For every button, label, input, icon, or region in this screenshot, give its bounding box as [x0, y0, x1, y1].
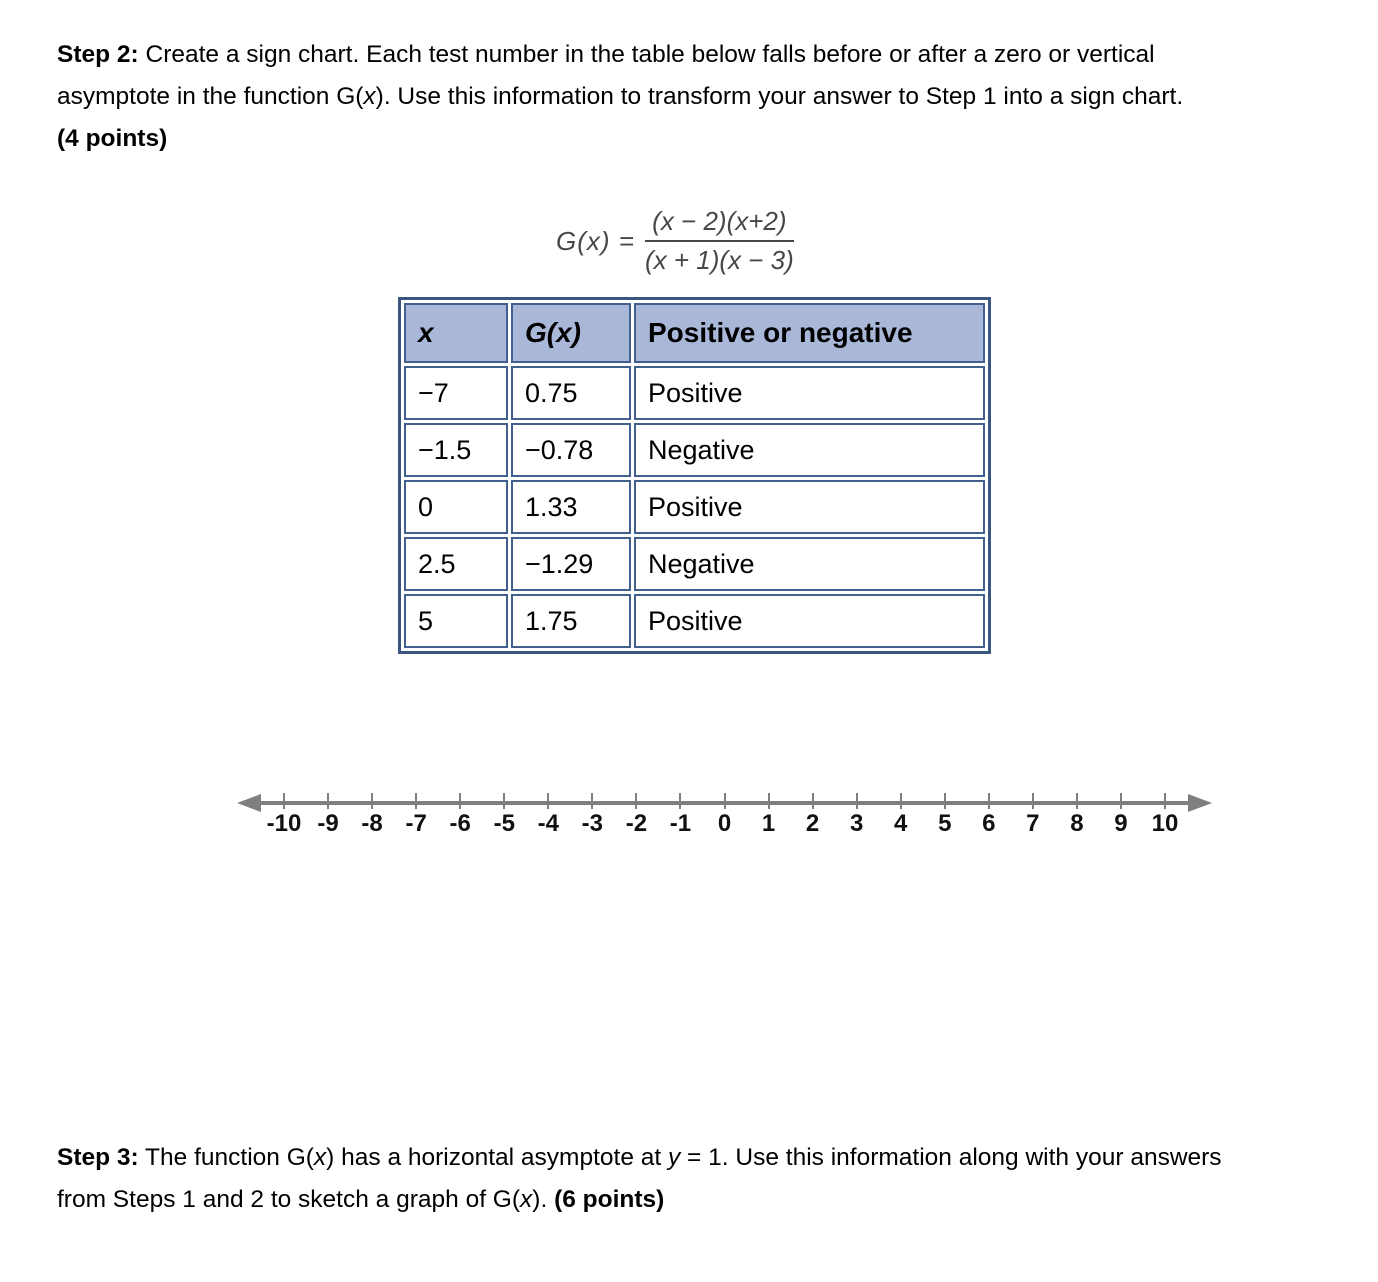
numberline-tick — [415, 793, 417, 809]
step3-text2a: from Steps 1 and 2 to sketch a graph of G( — [57, 1186, 521, 1213]
table-row — [404, 480, 985, 534]
numberline-label: -5 — [493, 810, 515, 837]
sign-table — [398, 297, 991, 654]
numberline-tick — [283, 793, 285, 809]
numberline-tick — [1120, 793, 1122, 809]
numberline-tick — [988, 793, 990, 809]
step2-paragraph — [57, 34, 1342, 160]
numberline-label: -4 — [537, 810, 559, 837]
formula-numerator: (x − 2)(x+2) — [645, 206, 794, 242]
numberline-tick — [591, 793, 593, 809]
numberline-label: -3 — [581, 810, 604, 837]
numberline-label: 4 — [894, 810, 908, 837]
step2-text2b: ). Use this information to transform your answer to Step 1 into a sign chart. — [375, 83, 1184, 110]
cell-sign: Positive — [634, 594, 985, 648]
numberline-tick — [503, 793, 505, 809]
numberline-label: 10 — [1151, 810, 1179, 837]
step2-label: Step 2: — [57, 41, 139, 68]
numberline-label: -1 — [669, 810, 692, 837]
numberline-label: -7 — [405, 810, 427, 837]
numberline-tick — [1164, 793, 1166, 809]
cell-x: 0 — [404, 480, 508, 534]
step3-text1a: The function G( — [138, 1144, 314, 1171]
numberline-tick — [547, 793, 549, 809]
step3-var-y: y — [668, 1144, 681, 1171]
cell-sign: Positive — [634, 366, 985, 420]
cell-sign: Positive — [634, 480, 985, 534]
numberline-label: 1 — [761, 810, 776, 837]
table-row — [404, 423, 985, 477]
header-x: x — [404, 303, 508, 363]
header-gx: G(x) — [511, 303, 631, 363]
step2-line2 — [57, 76, 1342, 118]
numberline-label: -10 — [266, 810, 302, 837]
cell-x: −1.5 — [404, 423, 508, 477]
numberline-label: -6 — [449, 810, 471, 837]
step3-text1b: ) has a horizontal asymptote at — [326, 1144, 668, 1171]
table-row — [404, 537, 985, 591]
step3-text2b: ). — [532, 1186, 555, 1213]
cell-x: −7 — [404, 366, 508, 420]
step3-points: (6 points) — [554, 1186, 665, 1213]
table-row — [404, 594, 985, 648]
numberline-tick — [459, 793, 461, 809]
step3-line2 — [57, 1179, 1342, 1221]
sign-table-head — [404, 303, 985, 363]
header-sign: Positive or negative — [634, 303, 985, 363]
numberline-tick — [327, 793, 329, 809]
numberline-label: -8 — [361, 810, 383, 837]
step3-var-x1: x — [313, 1144, 327, 1171]
step2-var-x: x — [363, 83, 376, 110]
cell-x: 2.5 — [404, 537, 508, 591]
numberline-tick — [635, 793, 637, 809]
table-header-row — [404, 303, 985, 363]
cell-gx: 1.75 — [511, 594, 631, 648]
sign-table-body — [404, 366, 985, 648]
table-row — [404, 366, 985, 420]
numberline-label: 6 — [982, 810, 996, 837]
step3-label: Step 3: — [57, 1144, 139, 1171]
cell-sign: Negative — [634, 537, 985, 591]
numberline-label: 9 — [1114, 810, 1128, 837]
numberline-label: 3 — [849, 810, 864, 837]
numberline-label: 5 — [938, 810, 952, 837]
step2-points: (4 points) — [57, 125, 168, 152]
number-line — [237, 788, 1212, 850]
step2-text2a: asymptote in the function G( — [57, 83, 364, 110]
step2-line1 — [57, 34, 1342, 76]
numberline-tick — [1032, 793, 1034, 809]
cell-x: 5 — [404, 594, 508, 648]
numberline-tick — [679, 793, 681, 809]
numberline-tick — [812, 793, 814, 809]
numberline-label: 0 — [717, 810, 732, 837]
numberline-tick — [1076, 793, 1078, 809]
numberline-tick — [856, 793, 858, 809]
formula-lhs: G(x) = — [556, 225, 635, 256]
step3-line1 — [57, 1137, 1342, 1179]
numberline-tick — [768, 793, 770, 809]
numberline-tick — [944, 793, 946, 809]
step3-paragraph — [57, 1137, 1342, 1221]
numberline-label: 2 — [805, 810, 820, 837]
numberline-label: -9 — [317, 810, 339, 837]
numberline-tick — [724, 793, 726, 809]
step2-text1: Create a sign chart. Each test number in the table below falls before or after a zero or vertical — [138, 41, 1155, 68]
numberline-label: -2 — [625, 810, 648, 837]
cell-gx: −0.78 — [511, 423, 631, 477]
numberline-label: 8 — [1070, 810, 1084, 837]
function-formula — [556, 206, 794, 276]
step3-var-x2: x — [520, 1186, 533, 1213]
cell-sign: Negative — [634, 423, 985, 477]
step3-text1c: = 1. Use this information along with your answers — [680, 1144, 1222, 1171]
numberline-label: 7 — [1026, 810, 1040, 837]
cell-gx: 0.75 — [511, 366, 631, 420]
numberline-tick — [900, 793, 902, 809]
cell-gx: −1.29 — [511, 537, 631, 591]
formula-fraction — [645, 206, 794, 276]
numberline-tick — [371, 793, 373, 809]
cell-gx: 1.33 — [511, 480, 631, 534]
formula-denominator: (x + 1)(x − 3) — [644, 245, 794, 275]
